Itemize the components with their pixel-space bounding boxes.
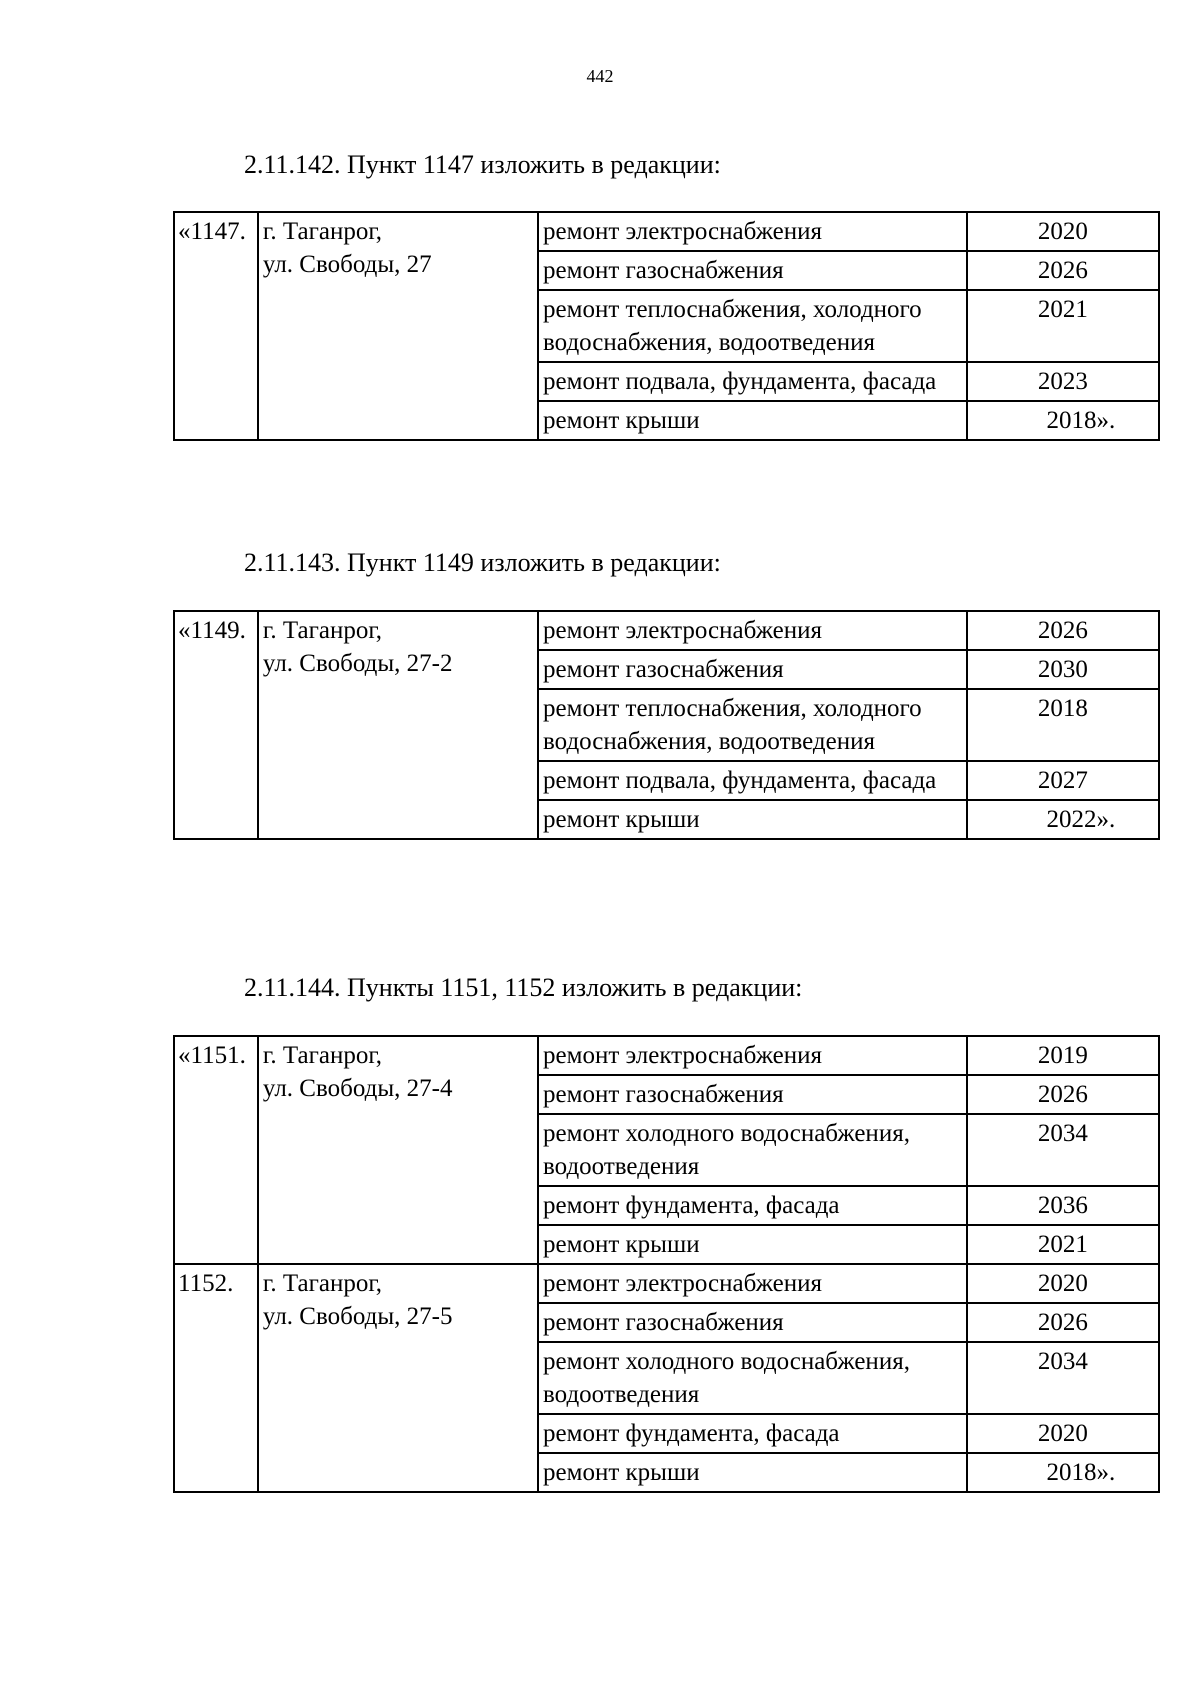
work-type: ремонт электроснабжения xyxy=(538,611,967,650)
address-street: ул. Свободы, 27-2 xyxy=(262,650,453,677)
amendment-table-1151-1152 xyxy=(173,1035,1160,1493)
work-year: 2027 xyxy=(967,761,1159,800)
work-type: ремонт холодного водоснабжения, водоотведения xyxy=(538,1342,967,1414)
work-year: 2020 xyxy=(967,1414,1159,1453)
work-year: 2026 xyxy=(967,611,1159,650)
work-type: ремонт крыши xyxy=(538,1225,967,1264)
amendment-table-1149 xyxy=(173,610,1160,840)
item-number: «1147. xyxy=(174,212,258,440)
work-year: 2018 xyxy=(967,689,1159,761)
work-year: 2022». xyxy=(967,800,1159,839)
work-type: ремонт крыши xyxy=(538,401,967,440)
work-type: ремонт крыши xyxy=(538,800,967,839)
address-street: ул. Свободы, 27-4 xyxy=(262,1075,453,1102)
work-type: ремонт газоснабжения xyxy=(538,1303,967,1342)
section-heading-143: 2.11.143. Пункт 1149 изложить в редакции: xyxy=(244,548,721,577)
work-type: ремонт газоснабжения xyxy=(538,650,967,689)
table-row xyxy=(174,611,1159,650)
address-city: г. Таганрог, xyxy=(262,1270,383,1297)
work-type: ремонт теплоснабжения, холодного водоснабжения, водоотведения xyxy=(538,689,967,761)
item-address xyxy=(258,212,538,440)
work-year: 2021 xyxy=(967,290,1159,362)
work-type: ремонт электроснабжения xyxy=(538,212,967,251)
work-type: ремонт фундамента, фасада xyxy=(538,1414,967,1453)
work-year: 2021 xyxy=(967,1225,1159,1264)
item-number: «1149. xyxy=(174,611,258,839)
work-type: ремонт фундамента, фасада xyxy=(538,1186,967,1225)
item-address xyxy=(258,1036,538,1264)
work-year: 2026 xyxy=(967,1303,1159,1342)
item-number: 1152. xyxy=(174,1264,258,1492)
work-year: 2030 xyxy=(967,650,1159,689)
amendment-table-1147 xyxy=(173,211,1160,441)
work-year: 2034 xyxy=(967,1114,1159,1186)
work-year: 2023 xyxy=(967,362,1159,401)
work-type: ремонт подвала, фундамента, фасада xyxy=(538,761,967,800)
address-city: г. Таганрог, xyxy=(262,218,383,245)
work-year: 2018». xyxy=(967,401,1159,440)
work-type: ремонт крыши xyxy=(538,1453,967,1492)
section-heading-144: 2.11.144. Пункты 1151, 1152 изложить в редакции: xyxy=(244,973,803,1002)
work-year: 2026 xyxy=(967,1075,1159,1114)
work-year: 2020 xyxy=(967,212,1159,251)
table-row xyxy=(174,1036,1159,1075)
work-year: 2018». xyxy=(967,1453,1159,1492)
work-type: ремонт холодного водоснабжения, водоотведения xyxy=(538,1114,967,1186)
item-address xyxy=(258,611,538,839)
work-type: ремонт электроснабжения xyxy=(538,1264,967,1303)
address-city: г. Таганрог, xyxy=(262,1042,383,1069)
table-row xyxy=(174,1264,1159,1303)
page-number: 442 xyxy=(586,66,614,86)
item-number: «1151. xyxy=(174,1036,258,1264)
work-year: 2036 xyxy=(967,1186,1159,1225)
work-year: 2034 xyxy=(967,1342,1159,1414)
address-street: ул. Свободы, 27 xyxy=(262,251,432,278)
work-type: ремонт подвала, фундамента, фасада xyxy=(538,362,967,401)
work-type: ремонт электроснабжения xyxy=(538,1036,967,1075)
address-street: ул. Свободы, 27-5 xyxy=(262,1303,453,1330)
item-address xyxy=(258,1264,538,1492)
work-year: 2026 xyxy=(967,251,1159,290)
work-type: ремонт газоснабжения xyxy=(538,1075,967,1114)
table-row xyxy=(174,212,1159,251)
section-heading-142: 2.11.142. Пункт 1147 изложить в редакции: xyxy=(244,150,721,179)
work-type: ремонт теплоснабжения, холодного водоснабжения, водоотведения xyxy=(538,290,967,362)
work-year: 2020 xyxy=(967,1264,1159,1303)
address-city: г. Таганрог, xyxy=(262,617,383,644)
work-year: 2019 xyxy=(967,1036,1159,1075)
work-type: ремонт газоснабжения xyxy=(538,251,967,290)
